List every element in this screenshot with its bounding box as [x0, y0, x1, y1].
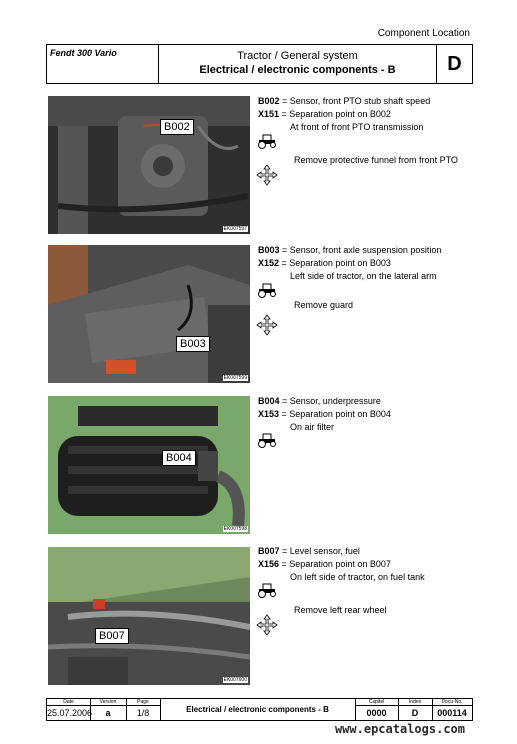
section-label: Component Location: [377, 28, 470, 39]
description-b003: [258, 244, 498, 312]
location-text: At front of front PTO transmission: [290, 122, 424, 132]
title-line-2: Electrical / electronic components - B: [199, 64, 396, 76]
note-text: Remove protective funnel from front PTO: [294, 155, 458, 165]
footer-index: Index D: [398, 699, 433, 720]
move-arrows-icon: [256, 314, 278, 336]
footer-title: Electrical / electronic components - B: [160, 699, 356, 720]
model-name: Fendt 300 Vario: [47, 45, 159, 83]
photo-label: B002: [160, 119, 194, 135]
description-b004: [258, 395, 498, 434]
location-text: On air filter: [290, 422, 335, 432]
move-arrows-icon: [256, 614, 278, 636]
desc-line: B004 = Sensor, underpressure: [258, 396, 381, 406]
desc-line: B003 = Sensor, front axle suspension position: [258, 245, 442, 255]
move-arrows-icon: [256, 164, 278, 186]
description-b002: [258, 95, 498, 167]
tractor-icon: [256, 582, 278, 598]
title-line-1: Tractor / General system: [237, 50, 358, 62]
footer-page: Page 1/8: [126, 699, 161, 720]
note-text: Remove left rear wheel: [294, 605, 387, 615]
desc-line: X152 = Separation point on B003: [258, 258, 391, 268]
header-title: [159, 45, 437, 83]
photo-b002-image: [48, 96, 250, 234]
tractor-icon: [256, 432, 278, 448]
location-text: Left side of tractor, on the lateral arm: [290, 271, 437, 281]
footer-date: Date 25.07.2006: [47, 699, 93, 718]
desc-line: B007 = Level sensor, fuel: [258, 546, 360, 556]
footer-chapter: Capitel 0000: [355, 699, 399, 720]
photo-code: EK007598: [223, 526, 247, 532]
document-header: [46, 44, 473, 84]
photo-b007-image: [48, 547, 250, 685]
location-text: On left side of tractor, on fuel tank: [290, 572, 425, 582]
note-text: Remove guard: [294, 300, 354, 310]
chapter-letter: D: [447, 53, 462, 75]
photo-label: B004: [162, 450, 196, 466]
photo-code: EK007600: [223, 677, 247, 683]
description-b007: [258, 545, 498, 617]
photo-b004: [48, 396, 250, 534]
desc-line: B002 = Sensor, front PTO stub shaft speed: [258, 96, 431, 106]
photo-b003-image: [48, 245, 250, 383]
photo-label: B007: [95, 628, 129, 644]
tractor-icon: [256, 282, 278, 298]
tractor-icon: [256, 133, 278, 149]
document-footer: [46, 698, 473, 721]
photo-b007: [48, 547, 250, 685]
watermark: www.epcatalogs.com: [334, 722, 465, 736]
photo-code: EK007597: [223, 226, 247, 232]
footer-version: Version a: [90, 699, 127, 720]
desc-line: X153 = Separation point on B004: [258, 409, 391, 419]
desc-line: X156 = Separation point on B007: [258, 559, 391, 569]
photo-b002: [48, 96, 250, 234]
footer-docno: Docu-No. 000114: [432, 699, 472, 720]
photo-label: B003: [176, 336, 210, 352]
photo-b003: [48, 245, 250, 383]
desc-line: X151 = Separation point on B002: [258, 109, 391, 119]
photo-b004-image: [48, 396, 250, 534]
photo-code: EK007599: [223, 375, 247, 381]
